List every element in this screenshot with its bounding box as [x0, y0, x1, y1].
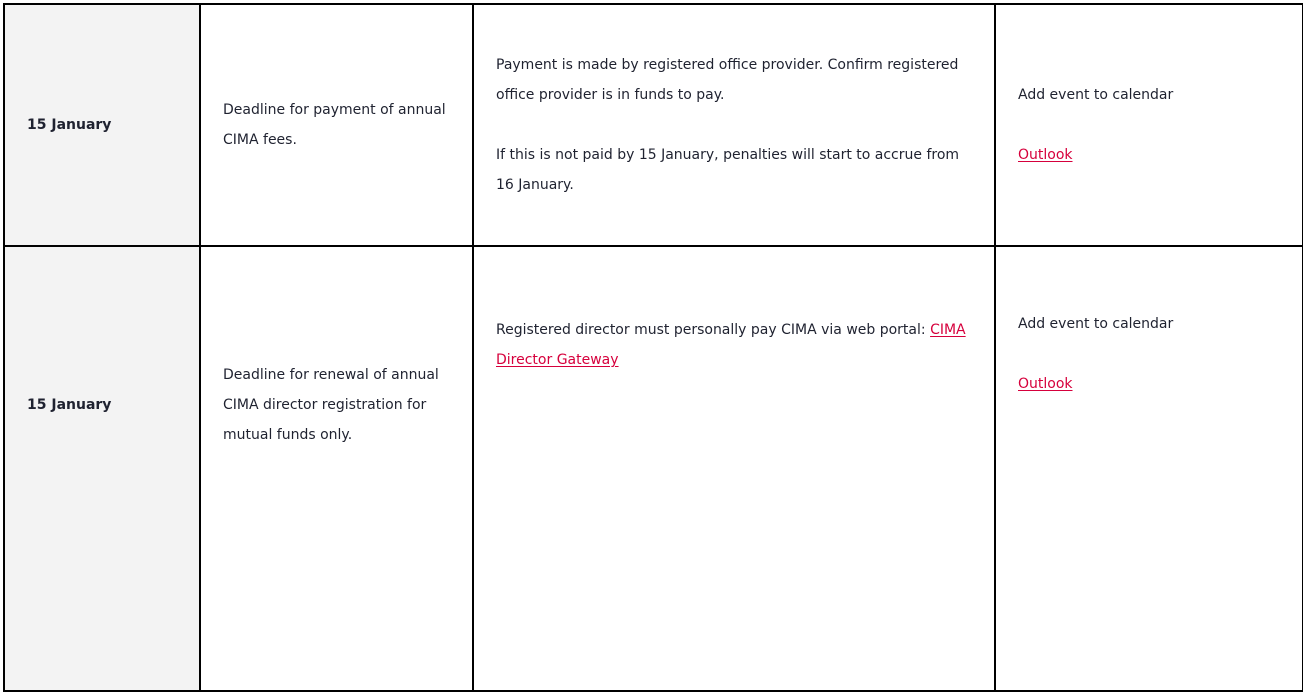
deadline-description-text: Deadline for renewal of annual CIMA director registration for mutual funds only.: [223, 367, 439, 443]
deadlines-table-container: [3, 3, 1302, 692]
calendar-link-wrap: [1018, 140, 1280, 170]
deadline-date: 15 January: [4, 4, 200, 246]
calendar-link-wrap: [1018, 369, 1280, 399]
deadline-description: [200, 246, 473, 691]
outlook-calendar-link[interactable]: Outlook: [1018, 376, 1073, 392]
deadlines-table: [3, 3, 1303, 692]
add-event-label: Add event to calendar: [1018, 316, 1174, 332]
calendar-cell: [995, 246, 1303, 691]
deadline-date: 15 January: [4, 246, 200, 691]
cima-director-gateway-link[interactable]: CIMA Director Gateway: [496, 322, 966, 368]
outlook-calendar-link[interactable]: Outlook: [1018, 147, 1073, 163]
table-row: [4, 246, 1303, 691]
deadline-notes: [473, 4, 995, 246]
deadline-notes: [473, 246, 995, 691]
add-event-label: Add event to calendar: [1018, 87, 1174, 103]
deadline-description-text: Deadline for payment of annual CIMA fees.: [223, 102, 446, 148]
notes-paragraph: [496, 315, 972, 375]
calendar-cell: [995, 4, 1303, 246]
notes-paragraph: If this is not paid by 15 January, penalties will start to accrue from 16 January.: [496, 147, 960, 193]
deadline-description: [200, 4, 473, 246]
notes-paragraph: Payment is made by registered office provider. Confirm registered office provider is in funds to pay.: [496, 57, 959, 103]
notes-text: Registered director must personally pay CIMA via web portal:: [496, 322, 931, 338]
table-row: [4, 4, 1303, 246]
